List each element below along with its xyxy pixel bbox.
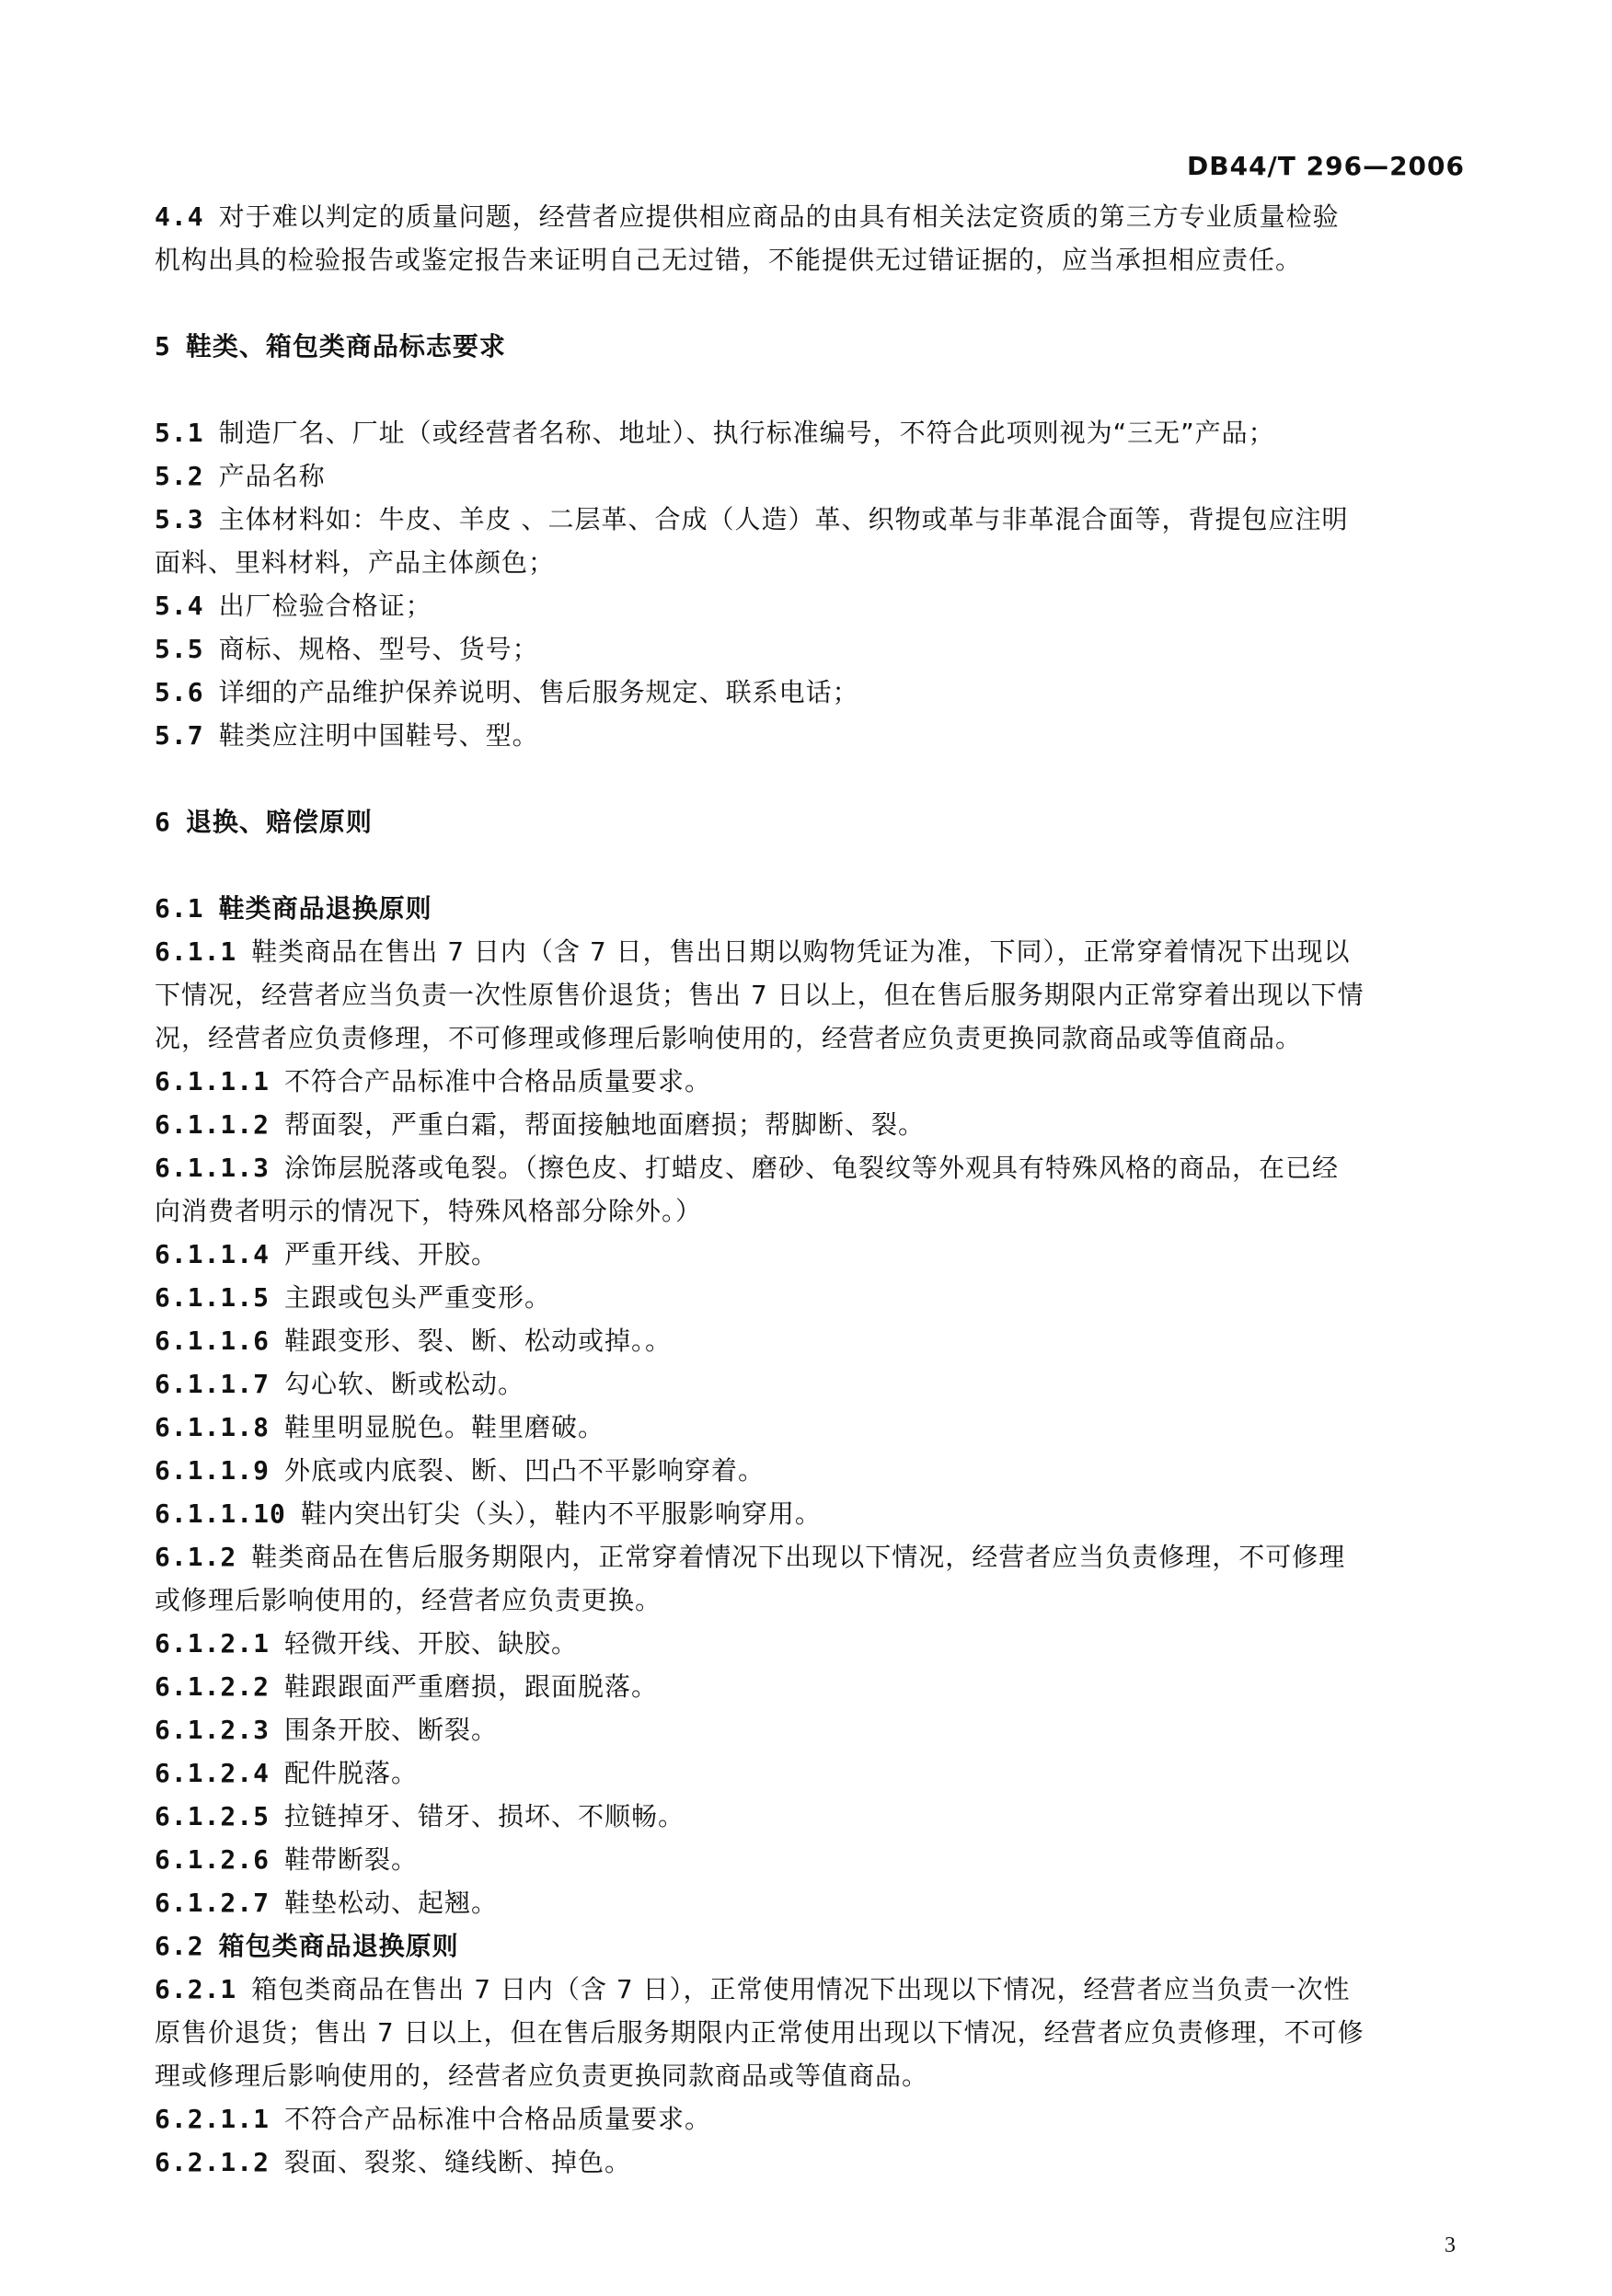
- clause-text: 帮面裂，严重白霜，帮面接触地面磨损；帮脚断、裂。: [284, 1109, 926, 1140]
- clause-number: 6.1.2.1: [155, 1628, 271, 1659]
- clause-text: 面料、里料材料，产品主体颜色；: [155, 547, 556, 578]
- section-number: 6: [155, 807, 171, 837]
- clause-6-1-1-7: [155, 1362, 1481, 1406]
- clause-number: 6.1.2.4: [155, 1758, 271, 1788]
- clause-number: 5.6: [155, 677, 204, 707]
- clause-text: 详细的产品维护保养说明、售后服务规定、联系电话；: [218, 677, 859, 707]
- clause-6-1-1-1: [155, 1060, 1481, 1103]
- clause-5-1: [155, 411, 1481, 454]
- clause-6-1-2-4: [155, 1751, 1481, 1795]
- clause-text: 对于难以判定的质量问题，经营者应提供相应商品的由具有相关法定资质的第三方专业质量检验: [218, 201, 1340, 232]
- clause-5-6: [155, 671, 1481, 714]
- clause-text: 出厂检验合格证；: [218, 591, 432, 621]
- clause-6-1-1-10: [155, 1492, 1481, 1535]
- clause-text: 主体材料如：牛皮、羊皮 、二层革、合成（人造）革、织物或革与非革混合面等，背提包应注明: [218, 504, 1349, 534]
- clause-6-1-1-3: [155, 1146, 1481, 1189]
- clause-6-2-1-2: [155, 2141, 1481, 2184]
- clause-6-2-1: [155, 1968, 1481, 2011]
- clause-text: 或修理后影响使用的，经营者应负责更换。: [155, 1585, 662, 1615]
- clause-number: 6.1.2.3: [155, 1715, 271, 1745]
- clause-text: 鞋内突出钉尖（头），鞋内不平服影响穿用。: [300, 1498, 822, 1529]
- clause-number: 6.1.1.4: [155, 1239, 271, 1269]
- clause-6-1-2: [155, 1535, 1481, 1578]
- clause-number: 6.1.1.10: [155, 1498, 286, 1529]
- clause-number: 6.1.1.1: [155, 1066, 271, 1096]
- section-6-heading: [155, 800, 1481, 844]
- clause-text: 鞋带断裂。: [284, 1844, 419, 1875]
- subsection-6-1-heading: [155, 887, 1481, 930]
- clause-text: 主跟或包头严重变形。: [284, 1282, 552, 1313]
- subsection-6-2-heading: [155, 1924, 1481, 1968]
- clause-text: 严重开线、开胶。: [284, 1239, 499, 1269]
- clause-5-3: [155, 498, 1481, 541]
- spacer: [155, 281, 1481, 325]
- clause-number: 6.1.1.5: [155, 1282, 271, 1313]
- clause-text: 理或修理后影响使用的，经营者应负责更换同款商品或等值商品。: [155, 2061, 929, 2091]
- clause-number: 6.1.2.2: [155, 1671, 271, 1702]
- clause-5-4: [155, 584, 1481, 627]
- clause-text: 拉链掉牙、错牙、损坏、不顺畅。: [284, 1801, 685, 1831]
- clause-6-1-1-cont: [155, 973, 1481, 1016]
- clause-number: 6.1.2.7: [155, 1888, 271, 1918]
- document-body: [155, 195, 1481, 2184]
- clause-text: 鞋跟跟面严重磨损，跟面脱落。: [284, 1671, 659, 1702]
- clause-number: 6.2.1.2: [155, 2147, 271, 2177]
- clause-4-4-cont: [155, 238, 1481, 281]
- clause-text: 不符合产品标准中合格品质量要求。: [284, 2104, 712, 2134]
- clause-number: 6.1.2: [155, 1542, 237, 1572]
- clause-5-2: [155, 454, 1481, 498]
- clause-6-1-1-cont: [155, 1016, 1481, 1060]
- clause-6-1-1-6: [155, 1319, 1481, 1362]
- clause-text: 箱包类商品在售出 7 日内（含 7 日），正常使用情况下出现以下情况，经营者应当负责一次性: [251, 1974, 1351, 2004]
- clause-number: 4.4: [155, 201, 204, 232]
- clause-text: 鞋里明显脱色。鞋里磨破。: [284, 1412, 605, 1442]
- clause-text: 制造厂名、厂址（或经营者名称、地址）、执行标准编号，不符合此项则视为“三无”产品；: [218, 418, 1275, 448]
- clause-6-1-2-5: [155, 1795, 1481, 1838]
- clause-number: 6.1.1: [155, 936, 237, 967]
- page-number: 3: [1445, 2233, 1456, 2257]
- clause-text: 鞋跟变形、裂、断、松动或掉。。: [284, 1326, 673, 1356]
- section-number: 6.1: [155, 893, 204, 924]
- clause-5-7: [155, 714, 1481, 757]
- clause-6-1-2-6: [155, 1838, 1481, 1881]
- clause-text: 不符合产品标准中合格品质量要求。: [284, 1066, 712, 1096]
- clause-6-1-2-2: [155, 1665, 1481, 1708]
- standard-code: DB44/T 296—2006: [1187, 151, 1465, 181]
- clause-text: 况，经营者应负责修理，不可修理或修理后影响使用的，经营者应负责更换同款商品或等值商品。: [155, 1023, 1303, 1053]
- clause-number: 6.1.2.5: [155, 1801, 271, 1831]
- clause-6-2-1-cont: [155, 2054, 1481, 2097]
- section-title: 箱包类商品退换原则: [218, 1931, 459, 1961]
- clause-text: 鞋类商品在售后服务期限内，正常穿着情况下出现以下情况，经营者应当负责修理，不可修理: [251, 1542, 1346, 1572]
- clause-text: 勾心软、断或松动。: [284, 1369, 525, 1399]
- spacer: [155, 757, 1481, 800]
- clause-number: 6.1.1.3: [155, 1153, 271, 1183]
- clause-number: 6.1.1.9: [155, 1455, 271, 1486]
- section-number: 6.2: [155, 1931, 204, 1961]
- clause-6-1-1-2: [155, 1103, 1481, 1146]
- clause-number: 5.5: [155, 634, 204, 664]
- clause-text: 围条开胶、断裂。: [284, 1715, 499, 1745]
- clause-text: 下情况，经营者应当负责一次性原售价退货；售出 7 日以上，但在售后服务期限内正常穿着出现以下情: [155, 980, 1364, 1010]
- clause-text: 轻微开线、开胶、缺胶。: [284, 1628, 579, 1659]
- clause-number: 5.4: [155, 591, 204, 621]
- clause-6-1-1-5: [155, 1276, 1481, 1319]
- clause-4-4: [155, 195, 1481, 238]
- clause-number: 6.1.2.6: [155, 1844, 271, 1875]
- clause-text: 鞋垫松动、起翘。: [284, 1888, 499, 1918]
- clause-number: 6.1.1.7: [155, 1369, 271, 1399]
- clause-number: 6.1.1.6: [155, 1326, 271, 1356]
- section-5-heading: [155, 325, 1481, 368]
- clause-text: 涂饰层脱落或龟裂。（擦色皮、打蜡皮、磨砂、龟裂纹等外观具有特殊风格的商品，在已经: [284, 1153, 1340, 1183]
- clause-6-1-1-8: [155, 1406, 1481, 1449]
- clause-text: 鞋类应注明中国鞋号、型。: [218, 720, 539, 751]
- clause-5-3-cont: [155, 541, 1481, 584]
- clause-6-1-2-7: [155, 1881, 1481, 1924]
- section-title: 鞋类商品退换原则: [218, 893, 432, 924]
- clause-text: 产品名称: [218, 461, 326, 491]
- clause-6-1-1: [155, 930, 1481, 973]
- clause-number: 5.2: [155, 461, 204, 491]
- clause-text: 配件脱落。: [284, 1758, 419, 1788]
- clause-5-5: [155, 627, 1481, 671]
- clause-text: 鞋类商品在售出 7 日内（含 7 日，售出日期以购物凭证为准，下同），正常穿着情况下出现以: [251, 936, 1351, 967]
- clause-number: 6.2.1.1: [155, 2104, 271, 2134]
- spacer: [155, 844, 1481, 887]
- clause-text: 外底或内底裂、断、凹凸不平影响穿着。: [284, 1455, 766, 1486]
- clause-6-2-1-cont: [155, 2011, 1481, 2054]
- clause-6-2-1-1: [155, 2097, 1481, 2141]
- clause-text: 商标、规格、型号、货号；: [218, 634, 539, 664]
- clause-number: 5.1: [155, 418, 204, 448]
- clause-number: 5.7: [155, 720, 204, 751]
- section-title: 退换、赔偿原则: [185, 807, 373, 837]
- clause-number: 5.3: [155, 504, 204, 534]
- clause-text: 机构出具的检验报告或鉴定报告来证明自己无过错，不能提供无过错证据的，应当承担相应责任。: [155, 245, 1303, 275]
- section-title: 鞋类、箱包类商品标志要求: [185, 331, 506, 362]
- clause-text: 裂面、裂浆、缝线断、掉色。: [284, 2147, 632, 2177]
- clause-6-1-1-4: [155, 1233, 1481, 1276]
- clause-number: 6.2.1: [155, 1974, 237, 2004]
- clause-6-1-1-3-cont: [155, 1189, 1481, 1233]
- spacer: [155, 368, 1481, 411]
- clause-text: 向消费者明示的情况下，特殊风格部分除外。）: [155, 1196, 703, 1226]
- clause-6-1-2-3: [155, 1708, 1481, 1751]
- clause-number: 6.1.1.2: [155, 1109, 271, 1140]
- section-number: 5: [155, 331, 171, 362]
- clause-text: 原售价退货；售出 7 日以上，但在售后服务期限内正常使用出现以下情况，经营者应负责修理，不可修: [155, 2017, 1364, 2048]
- clause-number: 6.1.1.8: [155, 1412, 271, 1442]
- clause-6-1-1-9: [155, 1449, 1481, 1492]
- clause-6-1-2-cont: [155, 1578, 1481, 1622]
- clause-6-1-2-1: [155, 1622, 1481, 1665]
